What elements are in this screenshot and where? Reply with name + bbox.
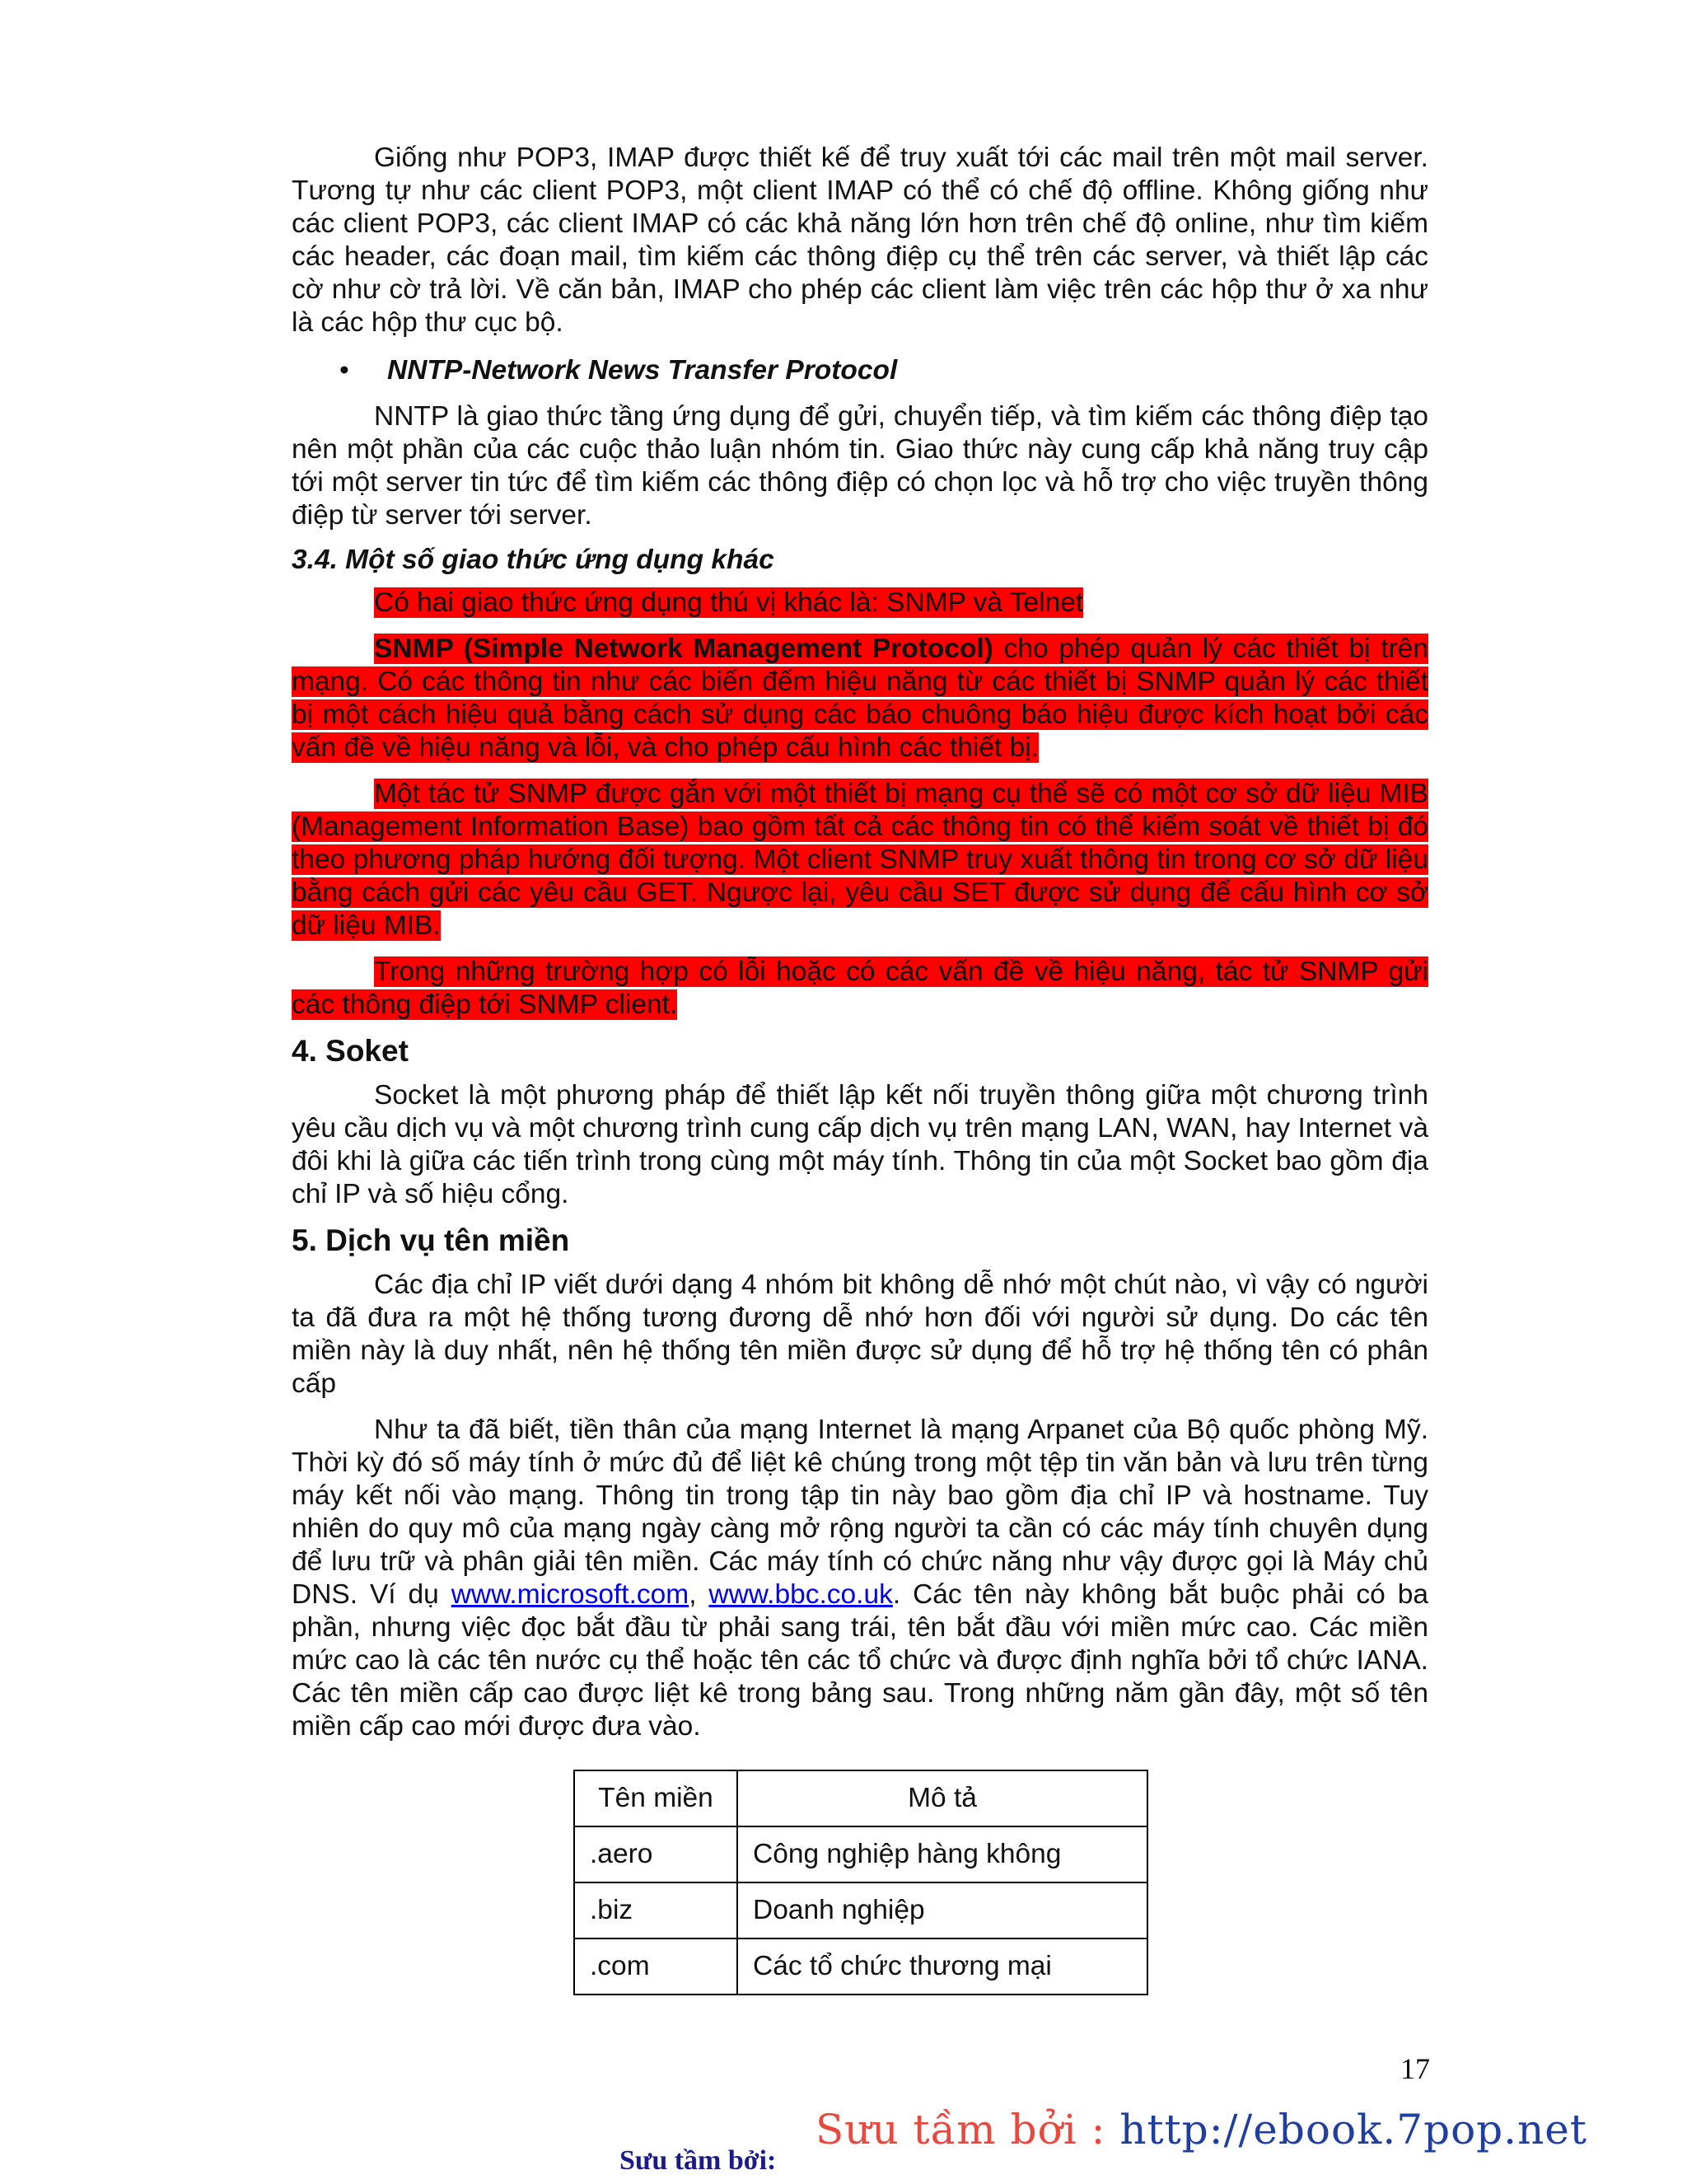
bbc-link[interactable]: www.bbc.co.uk: [708, 1579, 893, 1610]
table-header-row: [574, 1770, 1147, 1826]
table-header-cell: Tên miền: [574, 1770, 737, 1826]
dns-history-paragraph: [292, 1414, 1428, 1743]
snmp-term: SNMP (Simple Network Management Protocol): [374, 634, 993, 664]
snmp-agent-paragraph: [292, 778, 1428, 942]
page-content: [292, 142, 1428, 1995]
credit-prefix: Sưu tầm bởi :: [815, 2106, 1120, 2154]
credit-watermark: [815, 2106, 1587, 2154]
snmp-error-paragraph: [292, 956, 1428, 1022]
snmp-intro-paragraph: [292, 587, 1428, 620]
credit-url[interactable]: http://ebook.7pop.net: [1119, 2106, 1587, 2154]
link-separator: ,: [689, 1579, 709, 1610]
table-cell: .biz: [574, 1882, 737, 1938]
domain-table: [573, 1770, 1148, 1995]
table-cell: .aero: [574, 1826, 737, 1882]
page-number: 17: [1400, 2052, 1430, 2085]
dns-history-text-end: . Các tên này không bắt buộc phải có ba phần, nhưng việc đọc bắt đầu từ phải sang trái, tên bắt đầu với miền mức cao. Các miền mức cao là các tên nước cụ thể hoặc tên các tổ chức và được định nghĩa bởi tổ chức IANA. Các tên miền cấp cao được liệt kê trong bảng sau. Trong những năm gần đây, một số tên miền cấp cao mới được đưa vào.: [292, 1579, 1428, 1742]
highlighted-text: Một tác tử SNMP được gắn với một thiết bị mạng cụ thể sẽ có một cơ sở dữ liệu MIB (Management Information Base) bao gồm tất cả các thông tin có thể kiểm soát về thiết bị đó theo phương pháp hướng đối tượng. Một client SNMP truy xuất thông tin trong cơ sở dữ liệu bằng cách gửi các yêu cầu GET. Ngược lại, yêu cầu SET được sử dụng để cấu hình cơ sở dữ liệu MIB.: [292, 779, 1428, 941]
section-5-heading: 5. Dịch vụ tên miền: [292, 1223, 570, 1257]
bullet-icon: •: [339, 355, 349, 386]
table-header-cell: Mô tả: [737, 1770, 1147, 1826]
table-cell: Các tổ chức thương mại: [737, 1938, 1147, 1995]
microsoft-link[interactable]: www.microsoft.com: [451, 1579, 689, 1610]
dns-intro-paragraph: Các địa chỉ IP viết dưới dạng 4 nhóm bit không dễ nhớ một chút nào, vì vậy có người ta đã đưa ra một hệ thống tương đương dễ nhớ hơn đối với người sử dụng. Do các tên miền này là duy nhất, nên hệ thống tên miền được sử dụng để hỗ trợ hệ thống tên có phân cấp: [292, 1270, 1428, 1399]
section-3-4-heading: 3.4. Một số giao thức ứng dụng khác: [292, 545, 774, 575]
highlighted-text: Có hai giao thức ứng dụng thú vị khác là: SNMP và Telnet: [374, 587, 1084, 618]
table-row: [574, 1826, 1147, 1882]
nntp-paragraph: NNTP là giao thức tầng ứng dụng để gửi, chuyển tiếp, và tìm kiếm các thông điệp tạo nên một phần của các cuộc thảo luận nhóm tin. Giao thức này cung cấp khả năng truy cập tới một server tin tức để tìm kiếm các thông điệp có chọn lọc và hỗ trợ cho việc truyền thông điệp từ server tới server.: [292, 401, 1428, 531]
section-4-heading: 4. Soket: [292, 1034, 409, 1068]
snmp-definition-text: cho phép quản lý các thiết bị trên mạng. Có các thông tin như các biến đếm hiệu năng từ các thiết bị SNMP quản lý các thiết bị một cách hiệu quả bằng cách sử dụng các báo chuông báo hiệu được kích hoạt bởi các vấn đề về hiệu năng và lỗi, và cho phép cấu hình các thiết bị.: [292, 634, 1428, 763]
nntp-heading: [292, 354, 1428, 387]
table-cell: .com: [574, 1938, 737, 1995]
table-row: [574, 1882, 1147, 1938]
highlighted-text: [292, 634, 1428, 763]
table-row: [574, 1938, 1147, 1995]
imap-paragraph: Giống như POP3, IMAP được thiết kế để truy xuất tới các mail trên một mail server. Tương tự như các client POP3, một client IMAP có thể có chế độ offline. Không giống như các client POP3, các client IMAP có các khả năng lớn hơn trên chế độ online, như tìm kiếm các header, các đoạn mail, tìm kiếm các thông điệp cụ thể trên các server, và thiết lập các cờ như cờ trả lời. Về căn bản, IMAP cho phép các client làm việc trên các hộp thư ở xa như là các hộp thư cục bộ.: [292, 143, 1428, 338]
socket-paragraph: Socket là một phương pháp để thiết lập kết nối truyền thông giữa một chương trình yêu cầu dịch vụ và một chương trình cung cấp dịch vụ trên mạng LAN, WAN, hay Internet và đôi khi là giữa các tiến trình trong cùng một máy tính. Thông tin của một Socket bao gồm địa chỉ IP và số hiệu cổng.: [292, 1080, 1428, 1209]
dns-history-text: Như ta đã biết, tiền thân của mạng Internet là mạng Arpanet của Bộ quốc phòng Mỹ. Thời kỳ đó số máy tính ở mức đủ để liệt kê chúng trong một tệp tin văn bản và lưu trên từng máy kết nối vào mạng. Thông tin trong tập tin này bao gồm địa chỉ IP và hostname. Tuy nhiên do quy mô của mạng ngày càng mở rộng người ta cần có các máy tính chuyên dụng để lưu trữ và phân giải tên miền. Các máy tính có chức năng như vậy được gọi là Máy chủ DNS. Ví dụ: [292, 1415, 1428, 1610]
highlighted-text: Trong những trường hợp có lỗi hoặc có các vấn đề về hiệu năng, tác tử SNMP gửi các thông điệp tới SNMP client.: [292, 956, 1428, 1020]
table-cell: Công nghiệp hàng không: [737, 1826, 1147, 1882]
credit-bottom-label: Sưu tầm bởi:: [619, 2145, 777, 2176]
table-cell: Doanh nghiệp: [737, 1882, 1147, 1938]
snmp-definition-paragraph: [292, 633, 1428, 765]
nntp-title: NNTP-Network News Transfer Protocol: [387, 355, 898, 386]
